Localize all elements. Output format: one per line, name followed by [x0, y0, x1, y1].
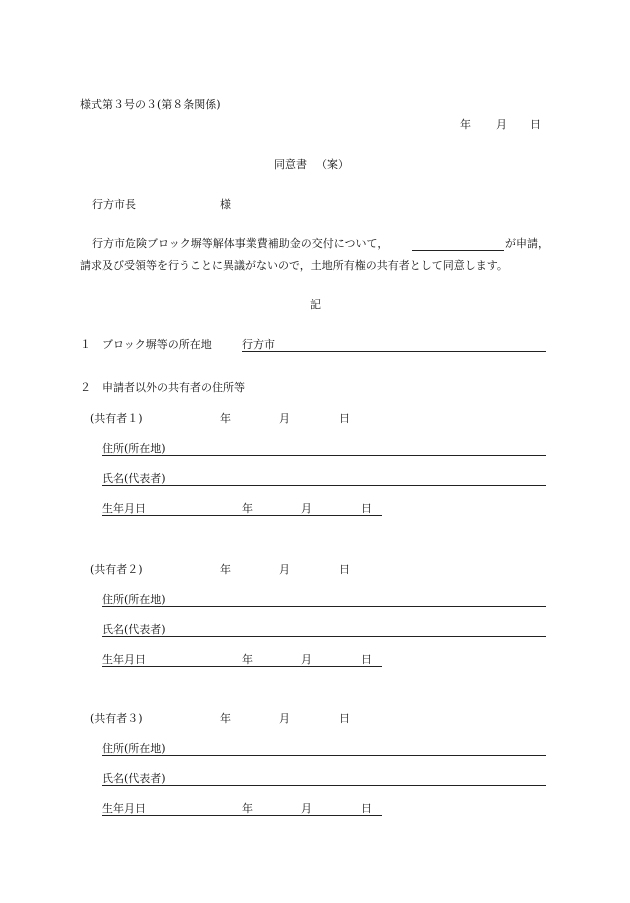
month-label: 月 [279, 712, 290, 725]
item2-label: 申請者以外の共有者の住所等 [102, 381, 245, 394]
address-label: 住所(所在地) [102, 742, 166, 755]
address-label: 住所(所在地) [102, 593, 166, 606]
name-label: 氏名(代表者) [102, 772, 166, 785]
month-label: 月 [279, 412, 290, 425]
date-month-label: 月 [496, 118, 507, 131]
item2-number: ２ [80, 381, 91, 394]
page-title-suffix: （案） [316, 158, 349, 171]
co-owner-label: (共有者３) [90, 712, 143, 725]
dob-field-line[interactable] [102, 815, 382, 816]
address-label: 住所(所在地) [102, 442, 166, 455]
dob-day-label: 日 [361, 802, 372, 815]
name-field-line[interactable] [102, 485, 546, 486]
date-day-label: 日 [530, 118, 541, 131]
body-line2: 請求及び受領等を行うことに異議がないので，土地所有権の共有者として同意します。 [80, 259, 508, 272]
addressee-name: 行方市長 [92, 198, 136, 211]
dob-month-label: 月 [301, 502, 312, 515]
dob-label: 生年月日 [102, 502, 146, 515]
address-field-line[interactable] [102, 755, 546, 756]
applicant-blank[interactable] [412, 250, 504, 251]
addressee-honorific: 様 [220, 198, 231, 211]
month-label: 月 [279, 563, 290, 576]
dob-year-label: 年 [242, 502, 253, 515]
name-label: 氏名(代表者) [102, 623, 166, 636]
ki-heading: 記 [310, 298, 321, 311]
co-owner-label: (共有者１) [90, 412, 143, 425]
co-owner-label: (共有者２) [90, 563, 143, 576]
name-field-line[interactable] [102, 636, 546, 637]
dob-field-line[interactable] [102, 666, 382, 667]
dob-label: 生年月日 [102, 653, 146, 666]
form-number: 様式第３号の３(第８条関係) [80, 98, 221, 111]
body-line1-after: が申請， [505, 237, 549, 250]
dob-month-label: 月 [301, 802, 312, 815]
item1-label: ブロック塀等の所在地 [102, 338, 212, 351]
year-label: 年 [220, 563, 231, 576]
item1-value: 行方市 [242, 338, 275, 351]
body-line1-before: 行方市危険ブロック塀等解体事業費補助金の交付について， [92, 237, 389, 250]
address-field-line[interactable] [102, 606, 546, 607]
page-title: 同意書 [274, 158, 307, 171]
name-field-line[interactable] [102, 785, 546, 786]
dob-field-line[interactable] [102, 515, 382, 516]
item1-number: １ [80, 338, 91, 351]
year-label: 年 [220, 412, 231, 425]
day-label: 日 [339, 563, 350, 576]
day-label: 日 [339, 712, 350, 725]
dob-day-label: 日 [361, 653, 372, 666]
location-field-line[interactable] [242, 351, 546, 352]
address-field-line[interactable] [102, 455, 546, 456]
dob-year-label: 年 [242, 802, 253, 815]
dob-label: 生年月日 [102, 802, 146, 815]
dob-year-label: 年 [242, 653, 253, 666]
dob-day-label: 日 [361, 502, 372, 515]
day-label: 日 [339, 412, 350, 425]
year-label: 年 [220, 712, 231, 725]
date-year-label: 年 [460, 118, 471, 131]
dob-month-label: 月 [301, 653, 312, 666]
name-label: 氏名(代表者) [102, 472, 166, 485]
